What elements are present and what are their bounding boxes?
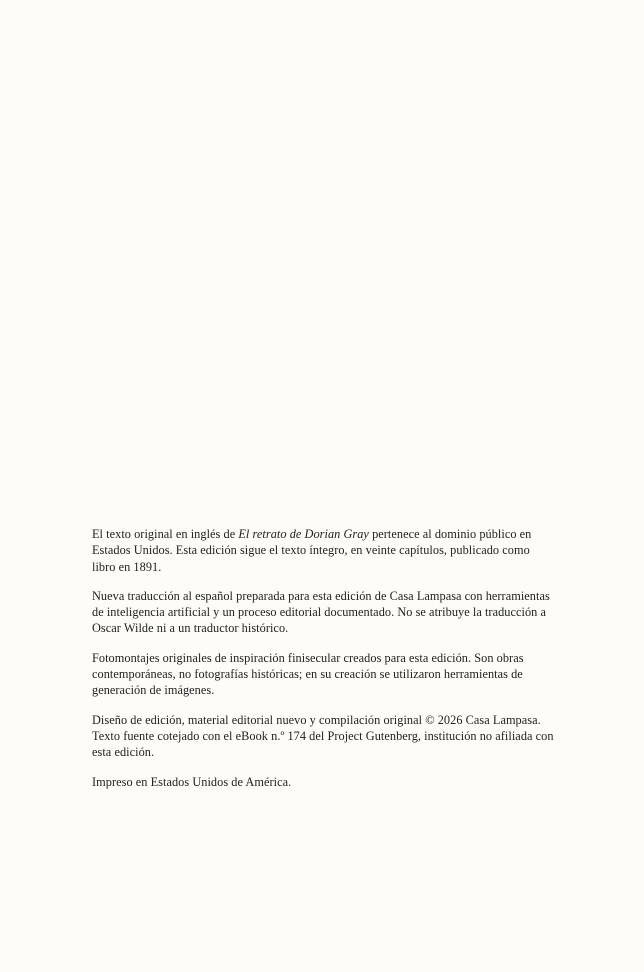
book-title: El retrato de Dorian Gray bbox=[238, 527, 369, 541]
edition-copyright-paragraph: Diseño de edición, material editorial nuevo y compilación original © 2026 Casa Lampasa. Texto fuente cotejado con el eBook n.º 174 del Project Gutenberg, institución no afiliada con esta edición. bbox=[92, 712, 554, 760]
public-domain-text-start: El texto original en inglés de bbox=[92, 527, 239, 541]
translation-paragraph: Nueva traducción al español preparada para esta edición de Casa Lampasa con herramientas de inteligencia artificial y un proceso editorial documentado. No se atribuye la traducción a Oscar Wilde ni a un traductor histórico. bbox=[92, 588, 550, 636]
copyright-notice bbox=[92, 526, 554, 790]
images-paragraph: Fotomontajes originales de inspiración finisecular creados para esta edición. Son obras contemporáneas, no fotografías históricas; en su creación se utilizaron herramientas de generación de imágenes. bbox=[92, 650, 524, 698]
printing-paragraph: Impreso en Estados Unidos de América. bbox=[92, 774, 292, 789]
public-domain-text-end: pertenece al dominio público en Estados Unidos. Esta edición sigue el texto íntegro, en veinte capítulos, publicado como libro en 1891. bbox=[92, 527, 532, 574]
public-domain-paragraph bbox=[92, 526, 554, 575]
